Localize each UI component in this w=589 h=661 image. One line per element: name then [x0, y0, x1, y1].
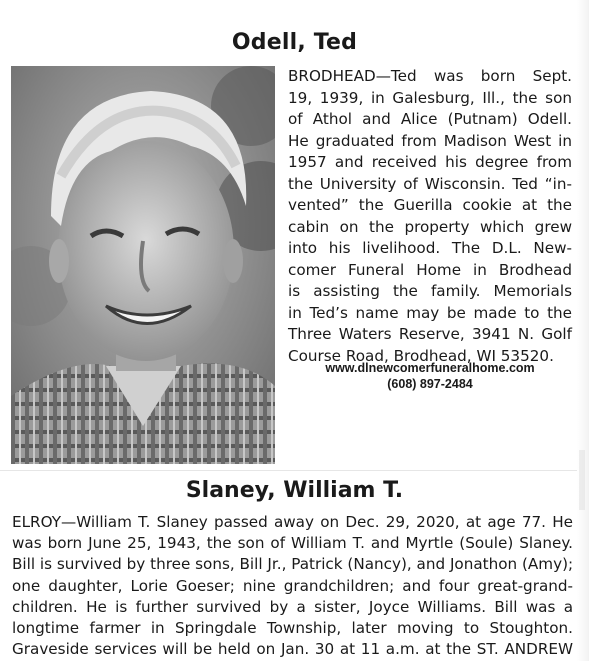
text-line: children. He is further survived by a sister, Joyce Williams. Bill was a	[12, 597, 573, 616]
text-line: comer Funeral Home in Brodhead	[288, 260, 572, 279]
text-line: in Ted’s name may be made to the	[288, 303, 572, 322]
text-line: 1957 and received his degree from	[288, 153, 572, 171]
text-line: into his livelihood. The D.L. New-	[288, 239, 572, 257]
text-line: was born June 25, 1943, the son of William T. and Myrtle (Soule) Slaney.	[12, 534, 573, 553]
text-line: ELROY—William T. Slaney passed away on Dec. 29, 2020, at age 77. He	[12, 513, 573, 531]
text-line: vented” the Guerilla cookie at the	[288, 196, 572, 214]
text-line: of Athol and Alice (Putnam) Odell.	[288, 110, 572, 128]
funeral-home-phone: (608) 897-2484	[387, 377, 473, 391]
obituary-name-slaney: Slaney, William T.	[185, 478, 404, 503]
text-line: longtime farmer in Springdale Township, later moving to Stoughton.	[12, 619, 573, 638]
text-line: BRODHEAD—Ted was born Sept.	[288, 67, 572, 85]
funeral-home-contact	[288, 360, 572, 392]
section-divider	[0, 470, 589, 471]
text-line: 19, 1939, in Galesburg, Ill., the son	[288, 88, 572, 107]
text-line: He graduated from Madison West in	[288, 131, 572, 150]
portrait-photo	[11, 66, 275, 464]
text-line: Three Waters Reserve, 3941 N. Golf	[288, 325, 572, 343]
text-line: one daughter, Lorie Goeser; nine grandchildren; and four great-grand-	[12, 576, 573, 595]
text-line: Graveside services will be held on Jan. 30 at 11 a.m. at the ST. ANDREW	[12, 640, 573, 659]
obituary-text-slaney	[12, 512, 573, 660]
text-line: Course Road, Brodhead, WI 53520.	[288, 346, 554, 365]
text-line: the University of Wisconsin. Ted “in-	[288, 174, 572, 193]
obituary-name-odell: Odell, Ted	[231, 30, 358, 55]
text-line: Bill is survived by three sons, Bill Jr., Patrick (Nancy), and Jonathon (Amy);	[12, 555, 574, 574]
portrait-image	[11, 66, 275, 464]
funeral-home-website: www.dlnewcomerfuneralhome.com	[325, 361, 535, 375]
page-edge-shadow	[577, 0, 589, 661]
text-line: cabin on the property which grew	[288, 217, 572, 236]
scan-smudge	[579, 450, 585, 510]
text-line: is assisting the family. Memorials	[288, 282, 572, 300]
obituary-text-odell	[288, 66, 572, 367]
